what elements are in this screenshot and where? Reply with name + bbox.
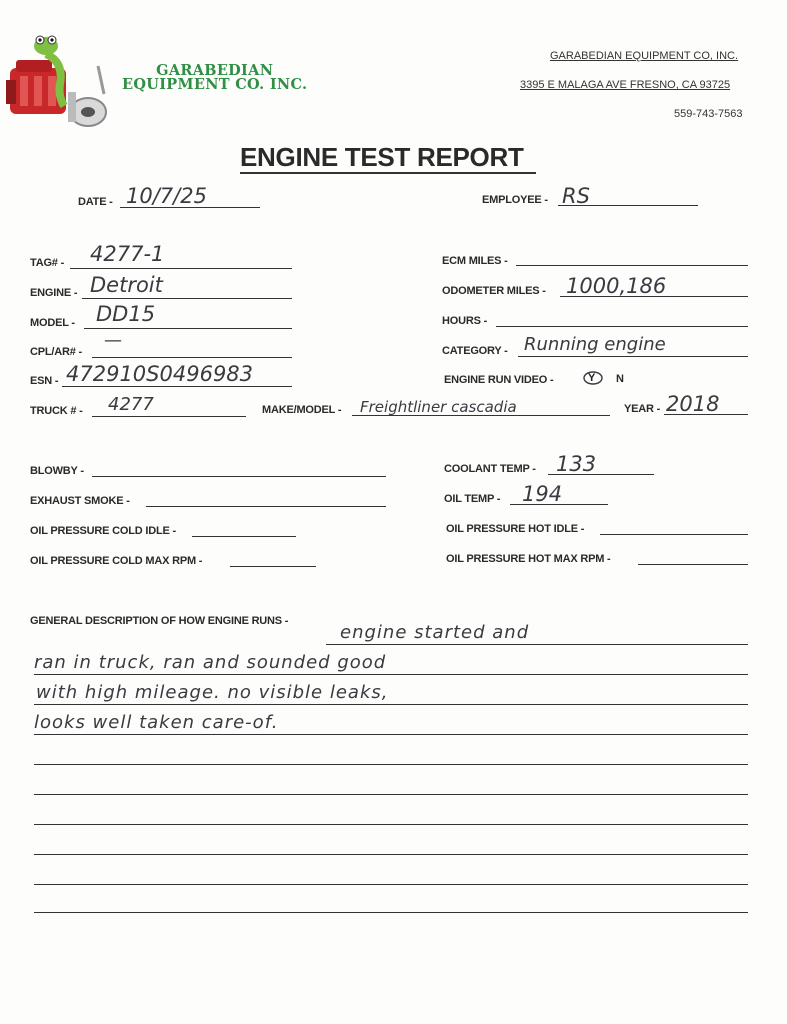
truck-value: 4277 — [108, 394, 154, 415]
description-line-2 — [34, 674, 748, 675]
ecm-miles-line — [516, 265, 748, 266]
tag-value: 4277-1 — [90, 242, 165, 266]
model-value: DD15 — [96, 302, 156, 326]
run-video-yes-label: Y — [588, 372, 596, 384]
oil-hot-max-line — [638, 564, 748, 565]
run-video-yes-option[interactable] — [582, 369, 604, 387]
make-model-value: Freightliner cascadia — [360, 398, 517, 416]
tag-label: TAG# - — [30, 257, 65, 269]
oil-hot-idle-label: OIL PRESSURE HOT IDLE - — [446, 523, 585, 535]
header-phone: 559-743-7563 — [674, 108, 743, 120]
oil-cold-idle-line — [192, 536, 296, 537]
model-line — [84, 328, 292, 329]
esn-line — [62, 386, 292, 387]
description-line-1 — [326, 644, 748, 645]
hours-line — [496, 326, 748, 327]
description-text-2: ran in truck, ran and sounded good — [34, 652, 387, 673]
model-label: MODEL - — [30, 317, 75, 329]
hours-label: HOURS - — [442, 315, 488, 327]
description-line-10 — [34, 912, 748, 913]
odometer-label: ODOMETER MILES - — [442, 285, 546, 297]
cpl-label: CPL/AR# - — [30, 346, 82, 358]
page-title: ENGINE TEST REPORT — [240, 142, 524, 172]
description-text-3: with high mileage. no visible leaks, — [36, 682, 389, 703]
description-text-1: engine started and — [340, 622, 530, 643]
employee-value: RS — [562, 184, 590, 208]
coolant-temp-value: 133 — [556, 452, 597, 476]
description-line-9 — [34, 884, 748, 885]
description-line-8 — [34, 854, 748, 855]
oil-cold-max-label: OIL PRESSURE COLD MAX RPM - — [30, 555, 203, 567]
oil-hot-max-label: OIL PRESSURE HOT MAX RPM - — [446, 553, 611, 565]
cpl-line — [92, 357, 292, 358]
tag-line — [70, 268, 292, 269]
employee-label: EMPLOYEE - — [482, 194, 548, 206]
header-address: 3395 E MALAGA AVE FRESNO, CA 93725 — [520, 79, 731, 91]
description-line-3 — [34, 704, 748, 705]
category-value: Running engine — [524, 334, 666, 355]
esn-label: ESN - — [30, 375, 59, 387]
date-value: 10/7/25 — [126, 184, 207, 208]
coolant-temp-label: COOLANT TEMP - — [444, 463, 536, 475]
year-label: YEAR - — [624, 403, 661, 415]
exhaust-smoke-line — [146, 506, 386, 507]
logo-line-1: GARABEDIAN — [156, 62, 274, 79]
logo-line-2: EQUIPMENT CO. INC. — [122, 76, 308, 93]
description-line-6 — [34, 794, 748, 795]
ecm-miles-label: ECM MILES - — [442, 255, 508, 267]
oil-temp-label: OIL TEMP - — [444, 493, 501, 505]
run-video-label: ENGINE RUN VIDEO - — [444, 374, 554, 386]
cpl-value: — — [104, 330, 122, 351]
truck-label: TRUCK # - — [30, 405, 83, 417]
engine-line — [82, 298, 292, 299]
frog-engine-logo-icon — [6, 30, 118, 130]
blowby-line — [92, 476, 386, 477]
truck-line — [92, 416, 246, 417]
date-label: DATE - — [78, 196, 113, 208]
engine-value: Detroit — [90, 273, 163, 297]
category-label: CATEGORY - — [442, 345, 508, 357]
description-text-4: looks well taken care-of. — [34, 712, 279, 733]
run-video-no-option[interactable]: N — [616, 373, 624, 385]
header-company-name: GARABEDIAN EQUIPMENT CO, INC. — [550, 50, 739, 62]
blowby-label: BLOWBY - — [30, 465, 84, 477]
oil-temp-value: 194 — [522, 482, 563, 506]
description-line-5 — [34, 764, 748, 765]
odometer-value: 1000,186 — [566, 274, 667, 298]
description-line-7 — [34, 824, 748, 825]
company-logo — [6, 30, 118, 130]
company-logo-text — [122, 64, 307, 92]
oil-cold-max-line — [230, 566, 316, 567]
category-line — [518, 356, 748, 357]
make-model-label: MAKE/MODEL - — [262, 404, 342, 416]
description-label: GENERAL DESCRIPTION OF HOW ENGINE RUNS - — [30, 615, 289, 627]
oil-hot-idle-line — [600, 534, 748, 535]
title-underline — [240, 172, 536, 174]
description-line-4 — [34, 734, 748, 735]
esn-value: 472910S0496983 — [66, 362, 254, 386]
exhaust-smoke-label: EXHAUST SMOKE - — [30, 495, 130, 507]
year-value: 2018 — [666, 392, 720, 416]
engine-label: ENGINE - — [30, 287, 78, 299]
oil-cold-idle-label: OIL PRESSURE COLD IDLE - — [30, 525, 176, 537]
